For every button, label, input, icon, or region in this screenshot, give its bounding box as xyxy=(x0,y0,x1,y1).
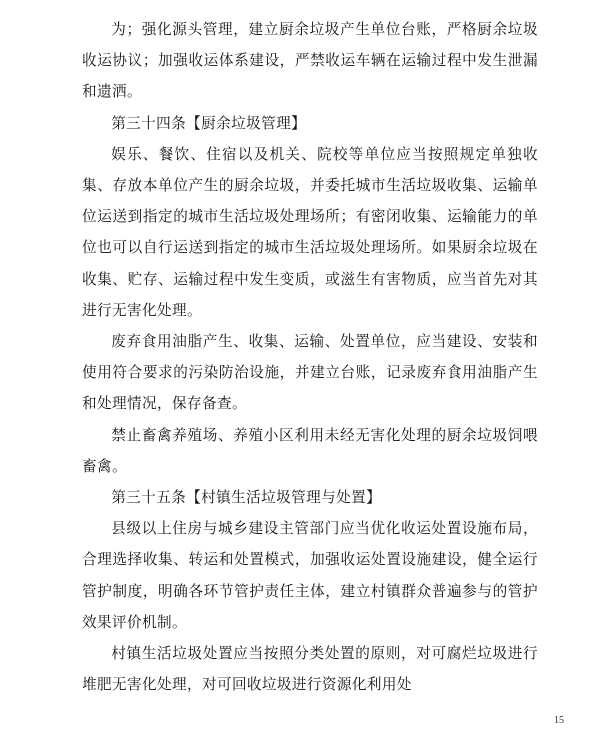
heading-article-34: 第三十四条【厨余垃圾管理】 xyxy=(111,114,307,132)
paragraph-article-34-1: 娱乐、餐饮、住宿以及机关、院校等单位应当按照规定单独收集、存放本单位产生的厨余垃圾，并委托城市生活垃圾收集、运输单位运送到指定的城市生活垃圾处理场所；有密闭收集、运输能力的单位也可以自行运送到指定的城市生活垃圾处理场所。如果厨余垃圾在收集、贮存、运输过程中发生变质，或滋生有害物质，应当首先对其进行无害化处理。 xyxy=(82,145,538,319)
paragraph-article-35-1: 县级以上住房与城乡建设主管部门应当优化收运处置设施布局，合理选择收集、转运和处置模式，加强收运处置设施建设，健全运行管护制度，明确各环节管护责任主体，建立村镇群众普遍参与的管护效果评价机制。 xyxy=(82,520,538,631)
paragraph-continued: 为；强化源头管理，建立厨余垃圾产生单位台账，严格厨余垃圾收运协议；加强收运体系建设，严禁收运车辆在运输过程中发生泄漏和遗洒。 xyxy=(82,21,538,101)
paragraph-article-35-2: 村镇生活垃圾处置应当按照分类处置的原则，对可腐烂垃圾进行堆肥无害化处理，对可回收垃圾进行资源化利用处 xyxy=(82,645,538,694)
document-body xyxy=(82,14,538,700)
paragraph-article-34-3: 禁止畜禽养殖场、养殖小区利用未经无害化处理的厨余垃圾饲喂畜禽。 xyxy=(82,426,538,475)
page-number: 15 xyxy=(554,715,564,726)
paragraph-article-34-2: 废弃食用油脂产生、收集、运输、处置单位，应当建设、安装和使用符合要求的污染防治设施，并建立台账，记录废弃食用油脂产生和处理情况，保存备查。 xyxy=(82,333,538,413)
heading-article-35: 第三十五条【村镇生活垃圾管理与处置】 xyxy=(111,489,382,507)
